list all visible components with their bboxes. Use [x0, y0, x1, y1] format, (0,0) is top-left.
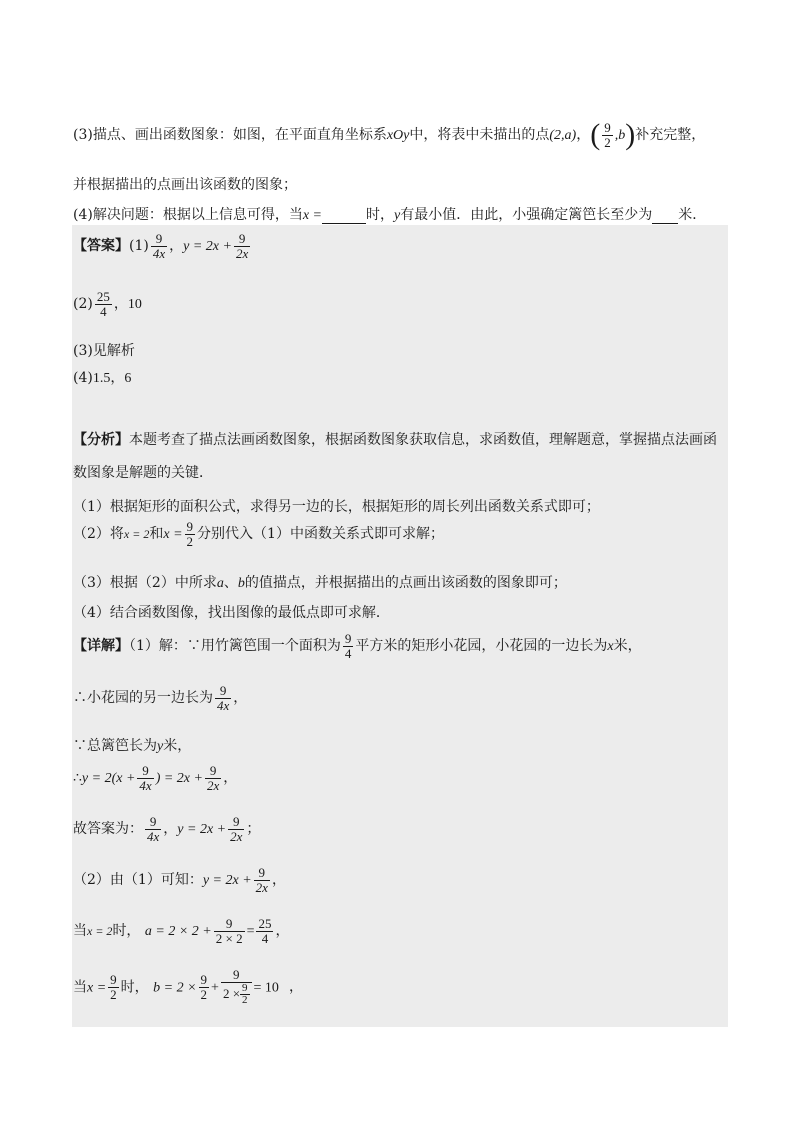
- a-equation: a = 2 × 2 +: [144, 924, 212, 940]
- q4-x-eq: x =: [302, 208, 323, 223]
- frac-den: 4x: [152, 245, 166, 261]
- solution-panel: [72, 225, 728, 1027]
- frac-den: [221, 983, 252, 1007]
- analysis-line-1: [73, 429, 717, 449]
- equals-sign: =: [246, 924, 255, 940]
- frac-num: 9: [221, 968, 252, 983]
- paren-right: ): [625, 118, 636, 151]
- area-fraction: [343, 632, 354, 660]
- analysis-point-2: [73, 520, 444, 548]
- frac-num: 25: [96, 289, 110, 304]
- answer-line-3: (3)见解析: [73, 343, 135, 359]
- frac-num: 9: [234, 232, 250, 247]
- detail-l5-b: ；: [246, 821, 261, 838]
- answer-1-prefix: (1): [129, 238, 149, 255]
- equation: y = 2x +: [177, 822, 227, 838]
- equation-part-1: y = 2(x +: [81, 771, 136, 787]
- frac-den: 2x: [235, 245, 249, 261]
- frac-num: 9: [604, 119, 611, 135]
- answer-1-sep: ，: [169, 238, 184, 255]
- detail-line-5: [73, 815, 260, 843]
- analysis-p3-a: （3）根据（2）中所求: [73, 575, 217, 591]
- frac-den: 4: [100, 303, 107, 319]
- detail-l1-c: 米，: [613, 638, 642, 655]
- point-b-label: ,b: [614, 128, 626, 143]
- frac-den: 4x: [139, 777, 152, 793]
- detail-l8-b: 时，: [120, 979, 149, 996]
- fraction-9-4x: [137, 764, 153, 792]
- detail-l5-a: 故答案为：: [73, 821, 143, 838]
- detail-line-4: [73, 764, 237, 792]
- frac-den: 2: [110, 986, 117, 1002]
- detail-line-7: [73, 917, 289, 945]
- analysis-label: 【分析】: [73, 432, 129, 448]
- plus-sign: +: [211, 980, 219, 996]
- frac-den: 2x: [206, 777, 220, 793]
- detail-l2-a: ∴小花园的另一边长为: [73, 690, 213, 707]
- equation-part-2: ) = 2x +: [155, 771, 203, 787]
- analysis-point-4: （4）结合函数图像，找出图像的最低点即可求解．: [73, 605, 390, 621]
- detail-label: 【详解】: [73, 638, 129, 655]
- frac-num: 9: [214, 917, 245, 932]
- answer-4-prefix: (4): [73, 370, 93, 386]
- detail-l6-a: （2）由（1）可知：: [73, 872, 203, 889]
- frac-num: 9: [215, 684, 231, 699]
- detail-l8-a: 当: [73, 979, 87, 996]
- analysis-p2-c: 分别代入（1）中函数关系式即可求解；: [197, 526, 444, 543]
- detail-l3-b: 米，: [163, 738, 192, 754]
- frac-den: 4: [261, 930, 269, 946]
- frac-num: 9: [145, 815, 161, 830]
- question-3-line-1: [73, 118, 705, 152]
- answer-1-equation: y = 2x +: [183, 239, 232, 255]
- fraction-9-2x: [205, 764, 221, 792]
- nine-halves-fraction: [199, 973, 210, 1001]
- answer-2-prefix: (2): [73, 296, 93, 313]
- q3-comma: ，: [576, 127, 591, 143]
- frac-num: 9: [344, 631, 352, 646]
- q4-suffix: 米．: [678, 207, 707, 223]
- inner-fraction: [240, 983, 250, 1007]
- frac-den: 2: [604, 134, 611, 150]
- analysis-p2-a: （2）将: [73, 526, 124, 543]
- q4-mid: 时，: [366, 207, 395, 223]
- frac-num: 9: [151, 232, 167, 247]
- answer-line-4: [73, 367, 131, 387]
- detail-l4-a: ∴: [73, 770, 82, 787]
- frac-den: 2: [242, 994, 248, 1007]
- detail-l2-b: ，: [233, 690, 248, 707]
- frac-num: 9: [110, 972, 117, 988]
- point-2-a: (2,a): [549, 128, 577, 143]
- paren-left: (: [590, 118, 601, 151]
- fraction-9-2x: [228, 815, 244, 843]
- frac-den: 2: [200, 986, 208, 1002]
- nine-halves-fraction: [185, 520, 196, 548]
- b-equation: b = 2 ×: [153, 980, 197, 996]
- x-equals-2: x = 2: [87, 924, 113, 939]
- q3-mid: 中，将表中未描出的点: [409, 127, 550, 143]
- detail-l6-b: ，: [271, 872, 286, 889]
- q4-text: 有最小值．由此，小强确定篱笆长至少为: [400, 207, 653, 223]
- detail-l8-c: ，: [288, 979, 303, 996]
- analysis-p2-b: 和: [149, 526, 164, 543]
- frac-den: 4x: [217, 697, 230, 713]
- equation: y = 2x +: [202, 873, 252, 889]
- answer-1-fraction: [151, 232, 167, 260]
- coordinate-system-label: xOy: [386, 128, 410, 143]
- question-4: [73, 204, 706, 224]
- frac-num: 9: [186, 519, 194, 534]
- frac-den: 4: [344, 645, 352, 661]
- analysis-p3-b: 、: [223, 575, 238, 591]
- frac-num: 9: [242, 981, 248, 994]
- analysis-line-2: 数图象是解题的关键．: [73, 465, 213, 481]
- answer-blank-2: [652, 207, 678, 224]
- var-b: b: [237, 576, 245, 591]
- analysis-point-3: [73, 572, 567, 592]
- frac-num: 9: [205, 764, 221, 779]
- var-x: x: [607, 639, 614, 655]
- frac-num: 25: [258, 916, 272, 931]
- detail-l1-b: 平方米的矩形小花园，小花园的一边长为: [355, 638, 608, 655]
- frac-den: 4x: [147, 828, 160, 844]
- var-a: a: [216, 576, 224, 591]
- frac-num: 9: [254, 866, 270, 881]
- equals-10: = 10: [253, 980, 279, 996]
- q3-suffix: 补充完整，: [635, 127, 706, 143]
- x-equals: x =: [87, 980, 107, 996]
- fraction-9-over-2x2: [214, 917, 245, 945]
- analysis-point-1: （1）根据矩形的面积公式，求得另一边的长，根据矩形的周长列出函数关系式即可；: [73, 499, 600, 515]
- answer-label: 【答案】: [73, 238, 129, 255]
- answer-line-2: [73, 290, 142, 318]
- frac-num: 9: [200, 972, 208, 988]
- frac-num: 9: [228, 815, 244, 830]
- x-equals-2: x = 2: [123, 527, 150, 542]
- q3-prefix: (3)描点、画出函数图象：如图，在平面直角坐标系: [73, 127, 387, 143]
- analysis-p3-c: 的值描点，并根据描出的点画出该函数的图象即可；: [244, 575, 567, 591]
- detail-l7-b: 时，: [112, 923, 141, 940]
- detail-l5-sep: ，: [163, 821, 178, 838]
- detail-l4-b: ，: [223, 770, 238, 787]
- detail-line-6: [73, 866, 286, 894]
- detail-l1-a: （1）解：∵用竹篱笆围一个面积为: [129, 638, 341, 655]
- answer-2-fraction: [95, 290, 112, 318]
- answer-blank-1: [322, 207, 366, 224]
- fraction-25-4: [256, 917, 273, 945]
- answer-4-values: 1.5，6: [92, 371, 132, 386]
- detail-l7-a: 当: [73, 923, 87, 940]
- fraction-9-4x: [145, 815, 161, 843]
- q4-prefix: (4)解决问题：根据以上信息可得，当: [73, 207, 303, 223]
- detail-l7-c: ，: [275, 923, 290, 940]
- frac-num: 9: [137, 764, 153, 779]
- other-side-fraction: [215, 684, 231, 712]
- detail-line-2: [73, 684, 247, 712]
- x-equals: x =: [163, 527, 183, 543]
- answer-2-sep: ，: [113, 296, 128, 313]
- frac-den: 2 × 2: [215, 930, 243, 946]
- analysis-text-1: 本题考查了描点法画函数图象，根据函数图象获取信息，求函数值，理解题意，掌握描点法画函: [129, 432, 717, 448]
- answer-line-1: [73, 232, 252, 260]
- fraction-9-2x: [254, 866, 270, 894]
- detail-l3-a: ∵总篱笆长为: [73, 738, 157, 754]
- answer-2-value: 10: [127, 297, 142, 313]
- question-3-line-2: 并根据描出的点画出该函数的图象；: [73, 177, 297, 193]
- detail-line-1: [73, 632, 642, 660]
- nine-halves-fraction: [108, 973, 119, 1001]
- var-y: y: [157, 739, 164, 754]
- point-9-2-fraction: [602, 121, 613, 149]
- answer-1-eq-fraction: [234, 232, 250, 260]
- den-prefix: 2 ×: [222, 985, 241, 1001]
- detail-line-3: [73, 735, 191, 755]
- frac-den: 2x: [255, 879, 268, 895]
- compound-fraction: [221, 968, 252, 1007]
- detail-line-8: [73, 968, 303, 1007]
- frac-den: 2x: [230, 828, 243, 844]
- frac-den: 2: [186, 533, 194, 549]
- q4-y: y: [394, 208, 401, 223]
